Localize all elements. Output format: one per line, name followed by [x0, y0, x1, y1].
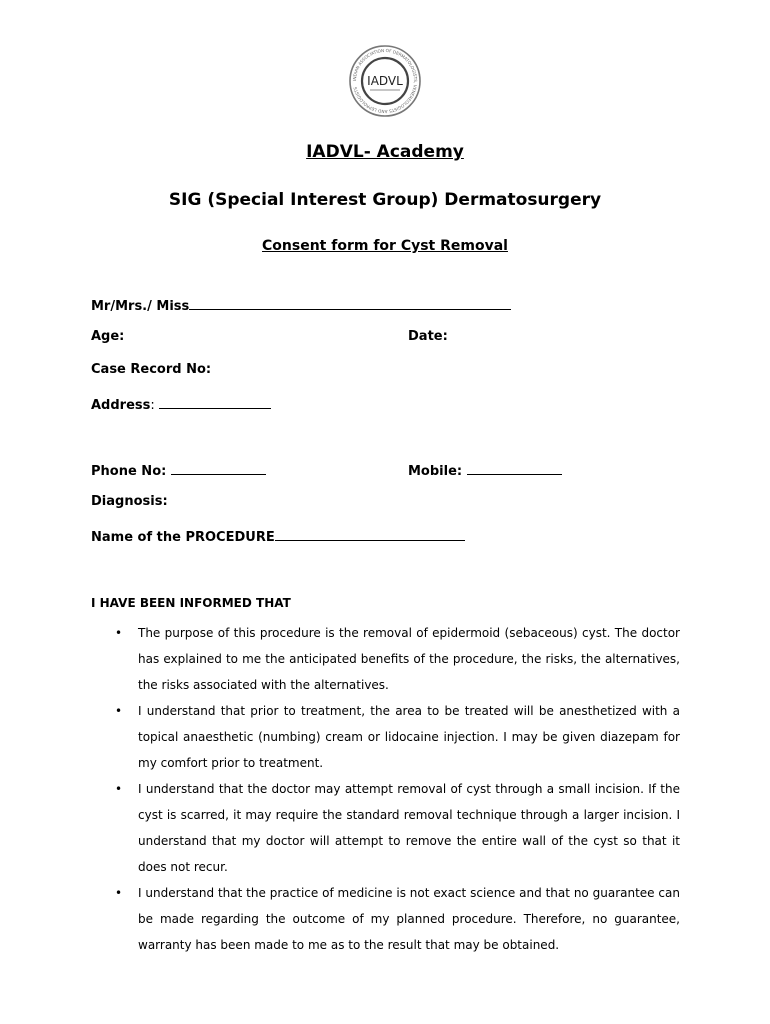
age-label: Age: — [91, 329, 125, 344]
mobile-label: Mobile: — [408, 464, 463, 479]
diagnosis-label: Diagnosis: — [91, 494, 168, 509]
name-blank[interactable] — [189, 296, 511, 310]
procedure-field — [91, 527, 465, 545]
address-label: Address — [91, 398, 151, 413]
academy-title: IADVL- Academy — [306, 142, 464, 162]
svg-text:IADVL: IADVL — [367, 74, 403, 88]
list-item: • I understand that the practice of medicine is not exact science and that no guarantee can be made regarding the outcome of my planned procedure. Therefore, no guarantee, warranty has been made to me as to the result that may be obtained. — [115, 880, 680, 958]
svg-text:INDIAN ASSOCIATION OF DERMATOL: INDIAN ASSOCIATION OF DERMATOLOGISTS, VENEREOLOGISTS AND LEPROLOGISTS — [351, 47, 419, 115]
phone-label: Phone No: — [91, 464, 167, 479]
list-item: • I understand that the doctor may attempt removal of cyst through a small incision. If the cyst is scarred, it may require the standard removal technique through a larger incision. I understand that my doctor will attempt to remove the entire wall of the cyst so that it does not recur. — [115, 776, 680, 880]
mobile-blank[interactable] — [467, 461, 562, 475]
form-title: Consent form for Cyst Removal — [262, 238, 508, 254]
iadvl-logo — [348, 44, 422, 118]
informed-list — [115, 620, 680, 958]
informed-heading: I HAVE BEEN INFORMED THAT — [91, 596, 291, 610]
sig-subtitle: SIG (Special Interest Group) Dermatosurgery — [168, 190, 602, 210]
procedure-label: Name of the PROCEDURE — [91, 530, 275, 545]
list-item: • The purpose of this procedure is the removal of epidermoid (sebaceous) cyst. The doctor has explained to me the anticipated benefits of the procedure, the risks, the alternatives, the risks associated with the alternatives. — [115, 620, 680, 698]
list-item: • I understand that prior to treatment, the area to be treated will be anesthetized with a topical anaesthetic (numbing) cream or lidocaine injection. I may be given diazepam for my comfort prior to treatment. — [115, 698, 680, 776]
address-blank[interactable] — [159, 395, 271, 409]
name-field — [91, 296, 511, 314]
case-record-label: Case Record No: — [91, 362, 212, 377]
procedure-blank[interactable] — [275, 527, 465, 541]
date-label: Date: — [408, 329, 448, 344]
name-label: Mr/Mrs./ Miss — [91, 299, 190, 314]
address-field: Address: — [91, 395, 271, 413]
phone-field — [91, 461, 266, 479]
mobile-field — [408, 461, 562, 479]
phone-blank[interactable] — [171, 461, 266, 475]
